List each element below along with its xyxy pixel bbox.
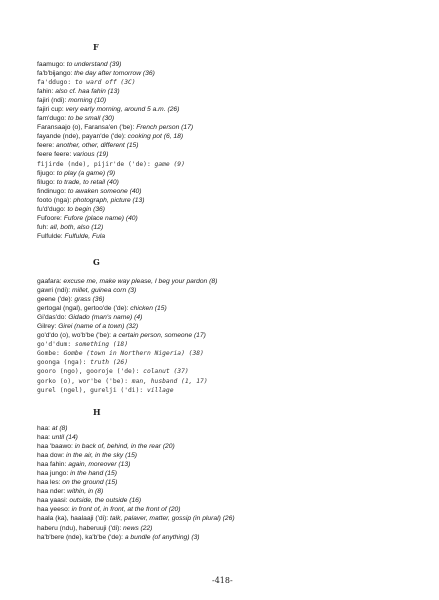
section-letter-h: H	[93, 407, 101, 417]
entry-headword: go'd'do (o), wo'b'be ('be):	[37, 332, 112, 340]
entry-definition: in the air, in the sky (15)	[66, 452, 138, 460]
entry-headword: fu'd'dugo:	[37, 205, 66, 213]
dictionary-entry	[37, 514, 432, 523]
dictionary-entry	[37, 78, 432, 87]
entry-headword: Gilrey:	[37, 323, 57, 331]
section-letter-f: F	[93, 42, 99, 52]
entry-definition: in the hand (15)	[70, 470, 117, 478]
entry-definition: something (18)	[74, 341, 128, 349]
dictionary-entry	[37, 60, 432, 69]
entry-definition: truth (26)	[90, 359, 129, 367]
entry-headword: haberu (ndu), haberuuji ('di):	[37, 524, 122, 532]
entry-headword: fa'b'bijango:	[37, 70, 73, 78]
entry-definition: Fulfulde, Fula	[64, 232, 106, 240]
section-g-entries	[37, 277, 432, 395]
dictionary-entry	[37, 533, 432, 542]
entry-headword: fam'dugo:	[37, 115, 67, 123]
dictionary-entry	[37, 524, 432, 533]
entry-definition: to awaken someone (40)	[67, 187, 142, 195]
entry-definition: in back of, behind, in the rear (20)	[74, 443, 175, 451]
page-number: -418-	[212, 576, 233, 585]
entry-headword: haa:	[37, 425, 51, 432]
dictionary-entry	[37, 178, 432, 187]
dictionary-entry	[37, 96, 432, 105]
entry-definition: to ward off (3C)	[74, 79, 136, 87]
entry-headword: haa fahin:	[37, 461, 67, 469]
entry-headword: faamugo:	[37, 61, 65, 68]
dictionary-entry	[37, 205, 432, 214]
dictionary-entry	[37, 187, 432, 196]
entry-headword: Faransaajo (o), Faransa'en ('be):	[37, 124, 135, 132]
entry-headword: haa:	[37, 434, 51, 442]
entry-headword: haala (ka), haalaaji ('di):	[37, 515, 109, 523]
entry-definition: to trade, to retail (40)	[56, 178, 119, 186]
dictionary-entry	[37, 150, 432, 159]
dictionary-entry	[37, 295, 432, 304]
entry-headword: fajiri (ndi):	[37, 97, 67, 105]
dictionary-entry	[37, 169, 432, 178]
entry-definition: village	[146, 386, 174, 394]
entry-headword: Fulfulde:	[37, 232, 63, 240]
entry-headword: Gi'das'do:	[37, 314, 67, 322]
entry-headword: goonga (nga):	[37, 359, 87, 367]
entry-definition: man, husband (1, 17)	[131, 377, 208, 385]
entry-definition: various (19)	[73, 151, 109, 159]
dictionary-entry	[37, 141, 432, 150]
entry-headword: fijirde (nde), pijir'de ('de):	[37, 160, 151, 168]
entry-headword: filugo:	[37, 178, 55, 186]
section-f-entries	[37, 60, 432, 241]
entry-headword: gooro (ngo), gooroje ('de):	[37, 368, 140, 376]
dictionary-entry	[37, 132, 432, 141]
entry-definition: morning (10)	[68, 97, 107, 105]
entry-definition: on the ground (15)	[62, 479, 118, 487]
entry-headword: fuh:	[37, 223, 49, 231]
dictionary-entry	[37, 460, 432, 469]
dictionary-entry	[37, 358, 432, 367]
dictionary-entry	[37, 87, 432, 96]
entry-headword: gorko (o), wor'be ('be):	[37, 377, 128, 385]
entry-definition: again, moreover (13)	[68, 461, 131, 469]
entry-definition: very early morning, around 5 a.m. (26)	[65, 106, 180, 114]
entry-headword: ha'b'bere (nde), ka'b'be ('de):	[37, 533, 123, 541]
entry-headword: feere feere:	[37, 151, 72, 159]
dictionary-entry	[37, 160, 432, 169]
entry-definition: to be small (30)	[68, 115, 115, 123]
dictionary-entry	[37, 433, 432, 442]
entry-definition: at (8)	[51, 425, 68, 432]
dictionary-entry	[37, 286, 432, 295]
dictionary-entry	[37, 331, 432, 340]
entry-headword: Gombe:	[37, 350, 60, 358]
entry-definition: another, other, different (15)	[55, 142, 139, 150]
entry-headword: haa yaasi:	[37, 497, 68, 505]
entry-headword: fa'ddugo:	[37, 79, 72, 87]
entry-definition: excuse me, make way please, I beg your pardon (8)	[63, 278, 218, 285]
entry-definition: Gombe (town in Northern Nigeria) (38)	[63, 350, 204, 358]
entry-headword: gaafara:	[37, 278, 62, 285]
entry-definition: outside, the outside (16)	[69, 497, 142, 505]
entry-definition: also cf. haa fahin (13)	[55, 88, 120, 96]
dictionary-entry	[37, 214, 432, 223]
entry-definition: the day after tomorrow (36)	[74, 70, 155, 78]
entry-headword: fajiri cup:	[37, 106, 64, 114]
dictionary-entry	[37, 487, 432, 496]
entry-definition: in front of, in front, at the front of (20)	[71, 506, 181, 514]
dictionary-entry	[37, 223, 432, 232]
dictionary-entry	[37, 386, 432, 395]
dictionary-entry	[37, 505, 432, 514]
entry-headword: footo (nga):	[37, 196, 72, 204]
dictionary-entry	[37, 451, 432, 460]
entry-definition: to understand (39)	[66, 61, 122, 68]
dictionary-entry	[37, 114, 432, 123]
dictionary-entry	[37, 367, 432, 376]
entry-definition: within, in (8)	[67, 488, 104, 496]
section-letter-g: G	[93, 257, 100, 267]
entry-headword: findinugo:	[37, 187, 67, 195]
entry-headword: haa nder:	[37, 488, 66, 496]
entry-definition: a certain person, someone (17)	[112, 332, 206, 340]
entry-definition: photograph, picture (13)	[73, 196, 145, 204]
entry-headword: fijugo:	[37, 169, 55, 177]
entry-definition: chicken (15)	[130, 305, 167, 313]
entry-definition: all, both, also (12)	[50, 223, 104, 231]
dictionary-entry	[37, 496, 432, 505]
dictionary-entry	[37, 232, 432, 241]
entry-headword: haa dow:	[37, 452, 65, 460]
entry-definition: millet, guinea corn (3)	[71, 287, 137, 295]
entry-headword: go'd'dum:	[37, 341, 72, 349]
entry-definition: until (14)	[51, 434, 78, 442]
dictionary-entry	[37, 442, 432, 451]
entry-definition: Girei (name of a town) (32)	[58, 323, 139, 331]
dictionary-entry	[37, 478, 432, 487]
entry-headword: gurel (ngel), gurelji ('di):	[37, 386, 144, 394]
dictionary-entry	[37, 469, 432, 478]
entry-definition: a bundle (of anything) (3)	[124, 533, 200, 541]
entry-headword: feere:	[37, 142, 55, 150]
entry-headword: gawri (ndi):	[37, 287, 71, 295]
entry-headword: haa 'baawo:	[37, 443, 73, 451]
entry-definition: cooking pot (6, 18)	[127, 133, 184, 141]
entry-headword: haa jungo:	[37, 470, 69, 478]
dictionary-entry	[37, 340, 432, 349]
dictionary-entry	[37, 277, 432, 286]
entry-definition: talk, palaver, matter, gossip (in plural) (26)	[110, 515, 235, 523]
dictionary-entry	[37, 123, 432, 132]
dictionary-entry	[37, 69, 432, 78]
entry-headword: geene ('de):	[37, 296, 73, 304]
entry-definition: news (22)	[123, 524, 153, 532]
dictionary-entry	[37, 349, 432, 358]
entry-definition: to begin (36)	[67, 205, 106, 213]
entry-definition: colanut (37)	[143, 368, 189, 376]
dictionary-entry	[37, 304, 432, 313]
dictionary-entry	[37, 322, 432, 331]
dictionary-entry	[37, 377, 432, 386]
entry-definition: to play (a game) (9)	[56, 169, 116, 177]
entry-definition: French person (17)	[136, 124, 194, 132]
entry-definition: Gidado (man's name) (4)	[68, 314, 143, 322]
entry-headword: fayande (nde), payan'de ('de):	[37, 133, 126, 141]
entry-definition: grass (36)	[74, 296, 105, 304]
entry-headword: fahin:	[37, 88, 54, 96]
dictionary-entry	[37, 105, 432, 114]
entry-definition: game (9)	[154, 160, 185, 168]
dictionary-entry	[37, 196, 432, 205]
entry-definition: Fufore (place name) (40)	[63, 214, 138, 222]
dictionary-entry	[37, 424, 432, 433]
entry-headword: gertogal (ngal), gertoo'de ('de):	[37, 305, 129, 313]
section-h-entries	[37, 424, 432, 542]
entry-headword: haa les:	[37, 479, 61, 487]
entry-headword: Fufoore:	[37, 214, 62, 222]
entry-headword: haa yeeso:	[37, 506, 70, 514]
dictionary-entry	[37, 313, 432, 322]
